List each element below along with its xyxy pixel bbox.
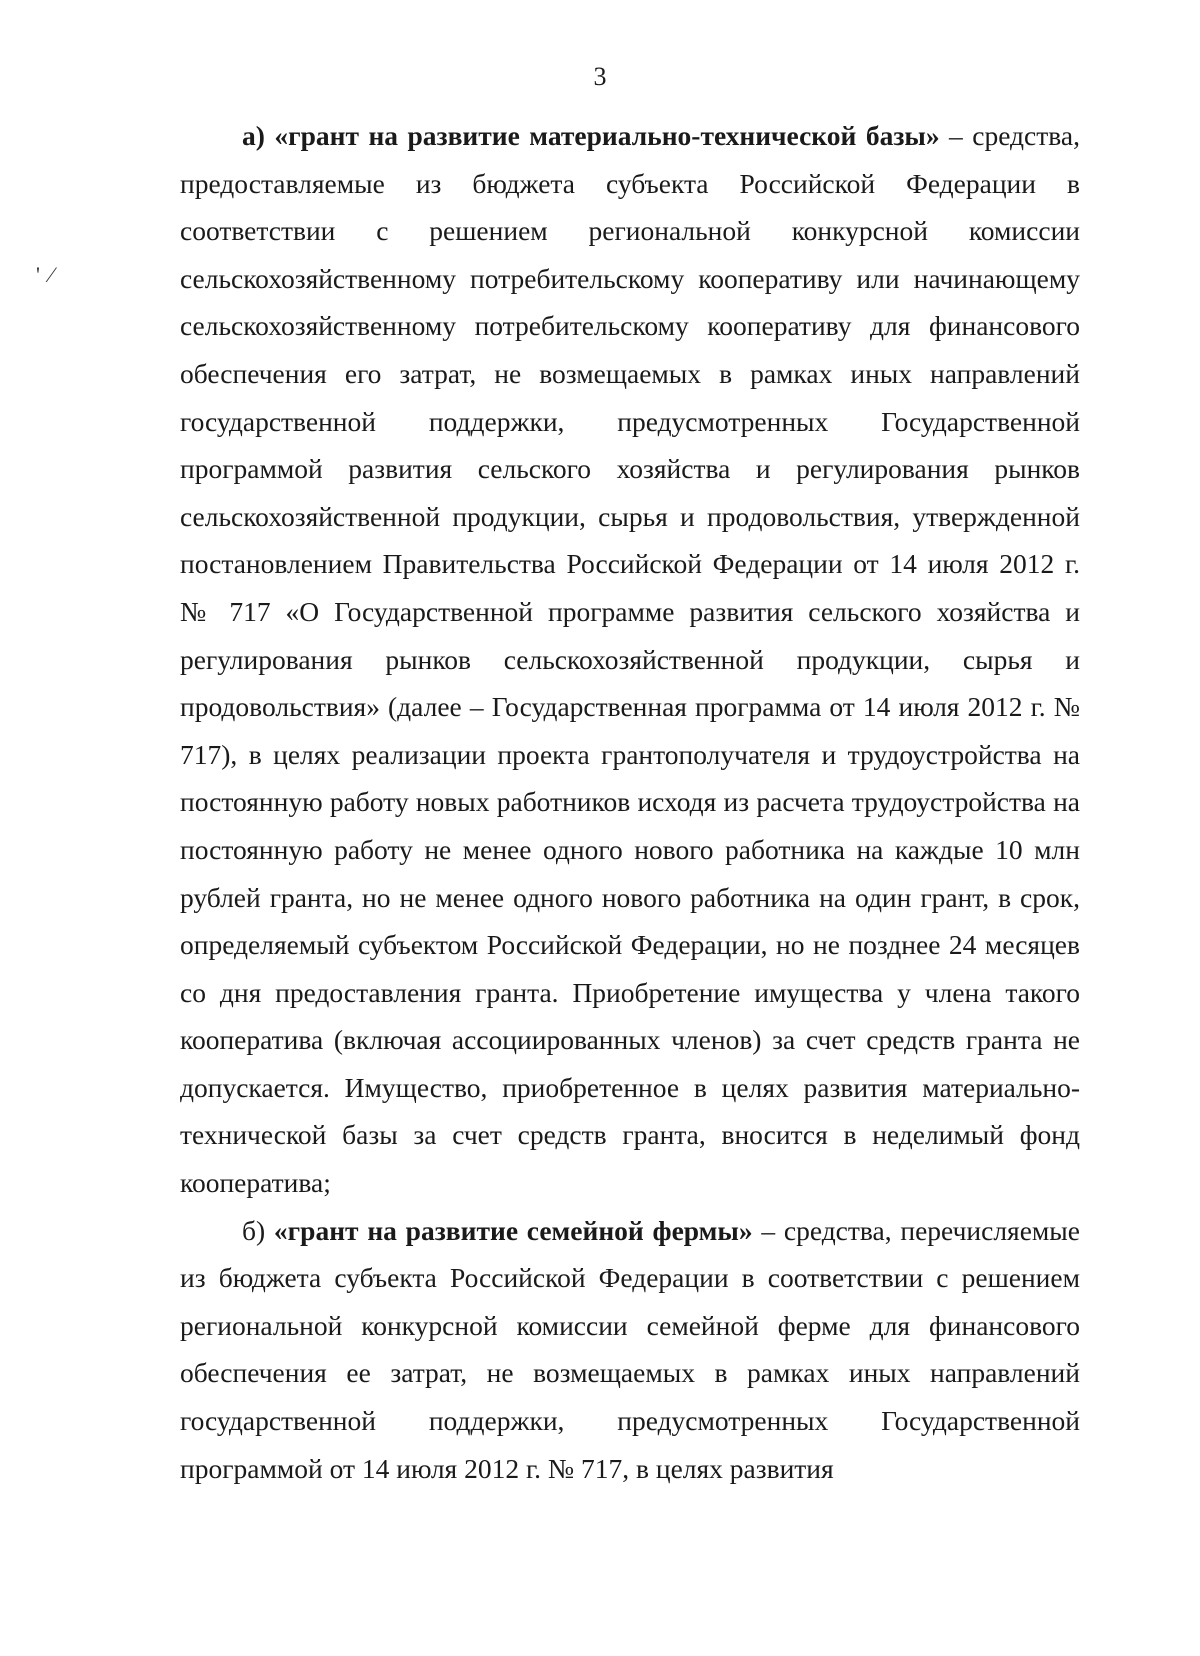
document-body: [180, 112, 1080, 1492]
paragraph-b-term: «грант на развитие семейной фермы»: [273, 1214, 753, 1246]
paragraph-a-term: «грант на развитие материально-технической базы»: [274, 120, 940, 151]
paragraph-a-text: – средства, предоставляемые из бюджета субъекта Российской Федерации в соответствии с решением региональной конкурсной комиссии сельскохозяйственному потребительскому кооперативу или начинающему сельскохозяйственному потребительскому кооперативу для финансового обеспечения его затрат, не возмещаемых в рамках иных направлений государственной поддержки, предусмотренных Государственной программой развития сельского хозяйства и регулирования рынков сельскохозяйственной продукции, сырья и продовольствия, утвержденной постановлением Правительства Российской Федерации от 14 июля 2012 г. № 717 «О Государственной программе развития сельского хозяйства и регулирования рынков сельскохозяйственной продукции, сырья и продовольствия» (далее – Государственная программа от 14 июля 2012 г. № 717), в целях реализации проекта грантополучателя и трудоустройства на постоянную работу новых работников исходя из расчета трудоустройства на постоянную работу не менее одного нового работника на каждые 10 млн рублей гранта, но не менее одного нового работника на один грант, в срок, определяемый субъектом Российской Федерации, но не позднее 24 месяцев со дня предоставления гранта. Приобретение имущества у члена такого кооператива (включая ассоциированных членов) за счет средств гранта не допускается. Имущество, приобретенное в целях развития материально-технической базы за счет средств гранта, вносится в неделимый фонд кооператива;: [180, 120, 1080, 1199]
paragraph-a-marker: а): [242, 120, 275, 151]
definition-paragraph-a: [180, 112, 1080, 1207]
scan-artifact-mark: ' ⁄: [36, 262, 56, 287]
page-number: 3: [593, 62, 607, 91]
paragraph-b-marker: б): [242, 1214, 274, 1246]
paragraph-b-text: – средства, перечисляемые из бюджета субъекта Российской Федерации в соответствии с решением региональной конкурсной комиссии семейной ферме для финансового обеспечения ее затрат, не возмещаемых в рамках иных направлений государственной поддержки, предусмотренных Государственной программой от 14 июля 2012 г. № 717, в целях развития: [180, 1214, 1080, 1484]
definition-paragraph-b: [180, 1207, 1080, 1493]
